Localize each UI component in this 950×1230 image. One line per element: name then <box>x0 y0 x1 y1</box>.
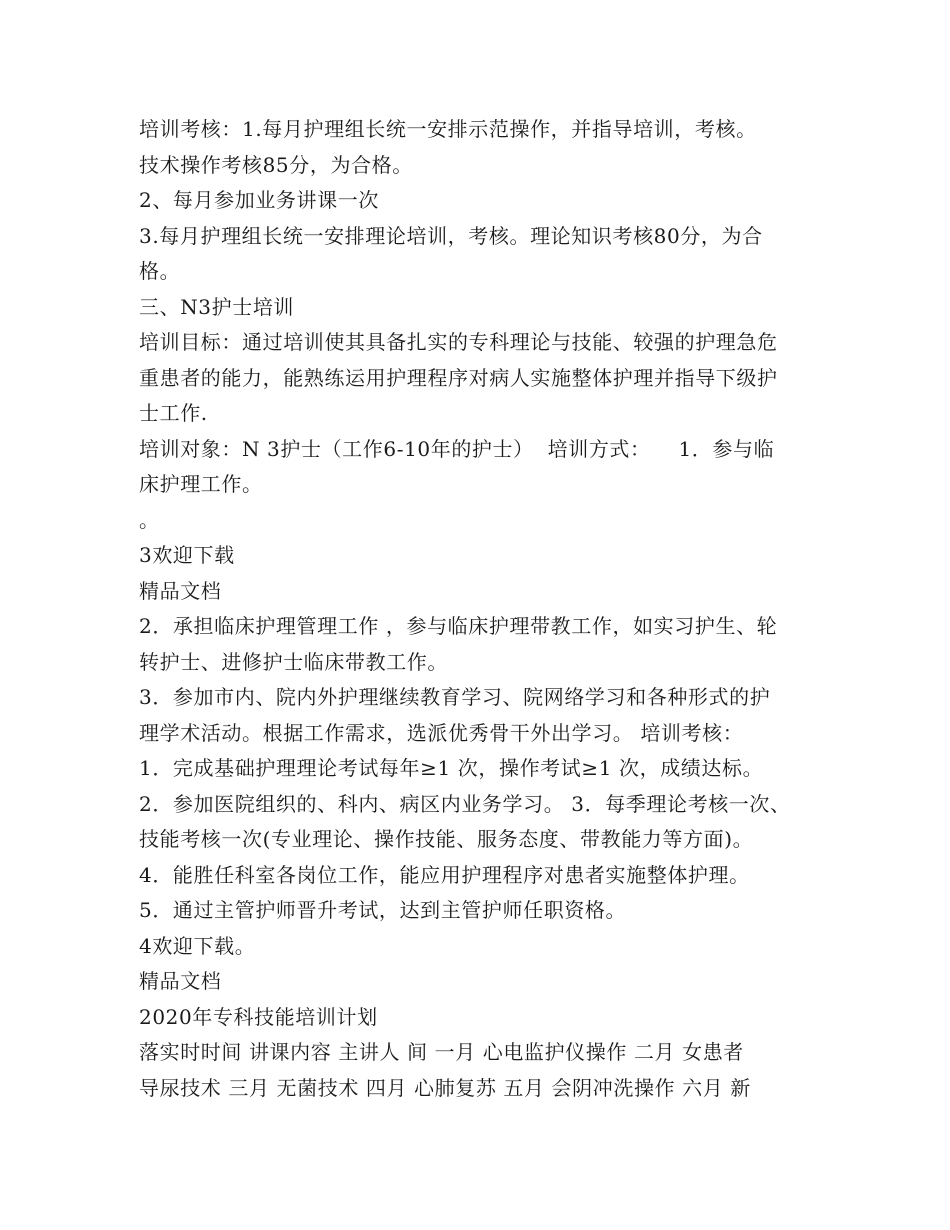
text-line: 1．完成基础护理理论考试每年≥1 次，操作考试≥1 次，成绩达标。 <box>139 756 764 780</box>
text-line: 2．参加医院组织的、科内、病区内业务学习。 3．每季理论考核一次、 <box>139 791 791 816</box>
document-body <box>139 112 829 1106</box>
text-line: 2．承担临床护理管理工作 ，参与临床护理带教工作，如实习护生、轮 <box>139 614 778 638</box>
text-line: 3．参加市内、院内外护理继续教育学习、院网络学习和各种形式的护 <box>139 685 771 709</box>
text-line: 落实时时间 讲课内容 主讲人 间 一月 心电监护仪操作 二月 女患者 <box>139 1040 744 1064</box>
text-line: 床护理工作。 <box>139 472 263 496</box>
text-line: 培训目标：通过培训使其具备扎实的专科理论与技能、较强的护理急危 <box>139 330 778 354</box>
text-line: 理学术活动。根据工作需求，选派优秀骨干外出学习。 培训考核： <box>139 720 744 745</box>
text-line: 士工作. <box>139 401 208 425</box>
text-line: 导尿技术 三月 无菌技术 四月 心肺复苏 五月 会阴冲洗操作 六月 新 <box>139 1075 751 1100</box>
text-line: 格。 <box>139 259 181 283</box>
text-line: 4．能胜任科室各岗位工作，能应用护理程序对患者实施整体护理。 <box>139 862 750 887</box>
text-line: 2、每月参加业务讲课一次 <box>139 188 379 212</box>
page-header-text: 精品文档 <box>139 578 222 603</box>
text-line: 。 <box>139 507 160 532</box>
text-line: 5．通过主管护师晋升考试，达到主管护师任职资格。 <box>139 898 627 922</box>
page-footer-text: 4欢迎下载。 <box>139 933 256 958</box>
text-line: 技能考核一次(专业理论、操作技能、服务态度、带教能力等方面)。 <box>139 827 754 851</box>
section-heading: 2020年专科技能培训计划 <box>139 1004 378 1029</box>
page-header-text: 精品文档 <box>139 969 222 993</box>
text-line: 技术操作考核85分，为合格。 <box>139 152 413 177</box>
text-line: 3.每月护理组长统一安排理论培训，考核。理论知识考核80分，为合 <box>139 223 763 248</box>
section-heading: 三、N3护士培训 <box>139 294 295 319</box>
text-line: 培训考核：1.每月护理组长统一安排示范操作，并指导培训，考核。 <box>139 117 757 141</box>
text-line: 培训对象：N 3护士（工作6-10年的护士） 培训方式： 1．参与临 <box>139 436 775 461</box>
text-line: 转护士、进修护士临床带教工作。 <box>139 649 448 674</box>
text-line: 重患者的能力，能熟练运用护理程序对病人实施整体护理并指导下级护 <box>139 365 778 390</box>
page-footer-text: 3欢迎下载 <box>139 543 235 567</box>
